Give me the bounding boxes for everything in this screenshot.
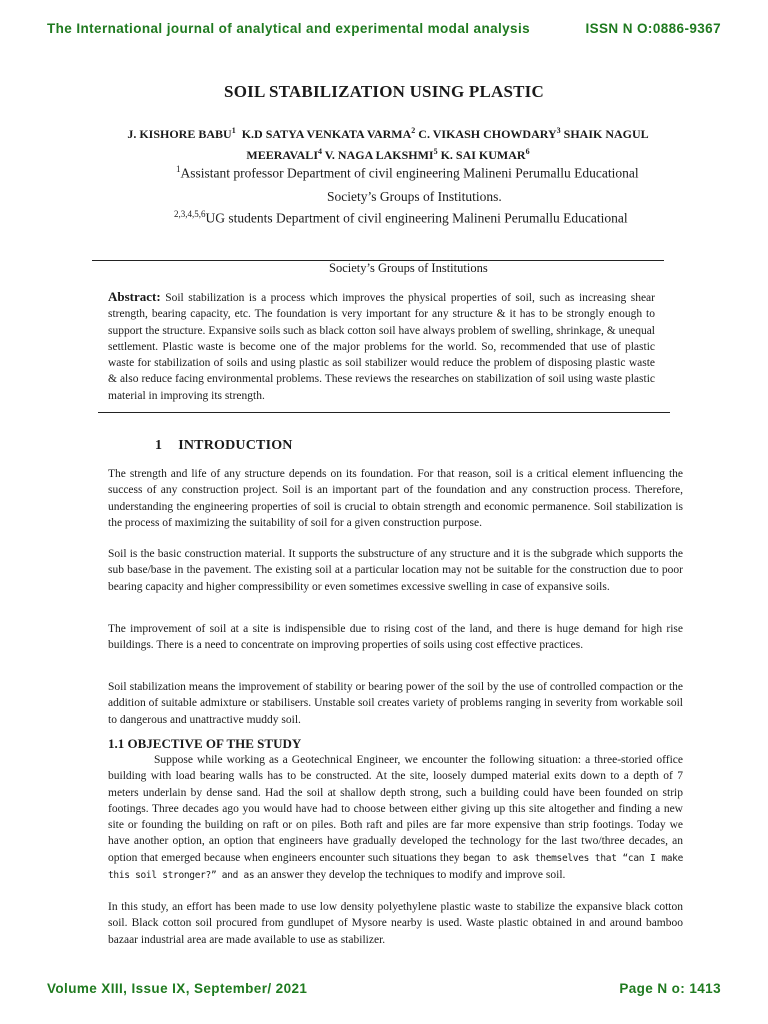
author-sup: 3 (556, 126, 561, 135)
objective-paragraph-2: In this study, an effort has been made to use low density polyethylene plastic waste to stabilize the expansive black cotton soil. Black cotton soil procured from gundlupet of Mysore nearby is used. Waste plastic obtained in and around bamboo bazaar industrial area are made available to use as stabilizer. (108, 901, 683, 946)
intro-paragraph-3: The improvement of soil at a site is indispensible due to rising cost of the land, and there is huge demand for high rise buildings. There is a need to concentrate on improving properties of soils using cost effective practices. (108, 623, 683, 652)
affiliation-1-cont: Society’s Groups of Institutions. (327, 189, 502, 204)
affiliation-text: Assistant professor Department of civil engineering Malineni Perumallu Educational (180, 165, 639, 181)
abstract (108, 289, 655, 404)
author-sup: 2 (411, 126, 416, 135)
author-name: V. NAGA LAKSHMI (324, 148, 434, 162)
affiliation-2 (174, 209, 628, 227)
intro-paragraph-2: Soil is the basic construction material. It supports the substructure of any structure and it is the subgrade which supports the sub base/base in the pavement. The existing soil at a particular location may not be suitable for the construction due to poor bearing capacity and higher compressibility or even sometimes excessive swelling in case of expansive soils. (108, 548, 683, 593)
abstract-label: Abstract: (108, 289, 161, 304)
divider-line (98, 412, 670, 413)
affiliation-1 (176, 164, 639, 182)
author-list (108, 122, 668, 164)
affiliation-text: UG students Department of civil engineering Malineni Perumallu Educational (205, 210, 628, 226)
author-sup: 6 (525, 147, 530, 156)
author-name: K. SAI KUMAR (440, 148, 526, 162)
subsection-heading: 1.1 OBJECTIVE OF THE STUDY (108, 736, 302, 751)
volume-footer: Volume XIII, Issue IX, September/ 2021 (47, 981, 308, 996)
abstract-text: Soil stabilization is a process which improves the physical properties of soil, such as increasing shear strength, bearing capacity, etc. The foundation is very important for any structure & it has to be strongly enough to support the structure. Expansive soils such as black cotton soil have always problem of swelling, shrinkage, & unequal settlement. Plastic waste is become one of the major problems for the world. So, recommended that use of plastic waste for stabilization of soils and using plastic as soil stabilizer would reduce the problem of disposing plastic waste & also reduce facing environmental problems. These reviews the researches on stabilization of soil using waste plastic material in improving its strength. (108, 292, 655, 402)
page-number-footer: Page N o: 1413 (619, 981, 721, 996)
section-number: 1 (155, 438, 163, 453)
intro-paragraph-4: Soil stabilization means the improvement of stability or bearing power of the soil by the use of controlled compaction or the addition of suitable admixture or stabilisers. Unstable soil creates variety of problems ranging in severity from workable soil to dangerous and unattractive muddy soil. (108, 681, 683, 726)
section-title: INTRODUCTION (178, 438, 293, 453)
affiliation-sup: 2,3,4,5,6 (174, 209, 206, 219)
issn-header: ISSN N O:0886-9367 (585, 21, 721, 36)
affiliation-2-cont: Society’s Groups of Institutions (329, 261, 488, 275)
author-name: C. VIKASH CHOWDARY (418, 127, 557, 141)
author-sup: 4 (317, 147, 322, 156)
section-heading (155, 438, 293, 454)
objective-text-alt: began to ask themselves that “can I make this soil stronger?” and as (108, 852, 684, 882)
author-name: J. KISHORE BABU (127, 127, 232, 141)
author-name: K.D SATYA VENKATA VARMA (241, 127, 412, 141)
intro-paragraph-1: The strength and life of any structure depends on its foundation. For that reason, soil is a critical element influencing the success of any construction project. Soil is an important part of the foundation and any construction process. Therefore, understanding the engineering properties of soil is crucial to obtain strength and economic permanence. Soil stabilization is the process of maximizing the suitability of soil for a given construction purpose. (108, 468, 683, 529)
affiliation-sup: 1 (176, 164, 181, 174)
author-name: SHAIK NAGUL MEERAVALI (246, 127, 649, 162)
objective-paragraph-1 (108, 752, 683, 884)
objective-text-end: an answer they develop the techniques to modify and improve soil. (257, 869, 566, 882)
author-sup: 5 (433, 147, 438, 156)
paper-title: SOIL STABILIZATION USING PLASTIC (224, 82, 544, 101)
author-sup: 1 (231, 126, 236, 135)
journal-header: The International journal of analytical and experimental modal analysis (47, 21, 531, 36)
objective-text: Suppose while working as a Geotechnical Engineer, we encounter the following situation: a three-storied office building with load bearing walls has to be constructed. At the site, loosely dumped material exits down to a depth of 7 meters underlain by dense sand. Had the soil at shallow depth strong, such a building could have been founded on strip footings. Three decades ago you would have had to choose between either giving up this site altogether and finding a new site or founding the building on raft or on piles. Both raft and piles are far more expensive than strip footings. Today we have another option, an option that engineers have gradually developed the technology for the last two/three decades, an option that emerged because when engineers encounter such situations they (108, 754, 683, 864)
